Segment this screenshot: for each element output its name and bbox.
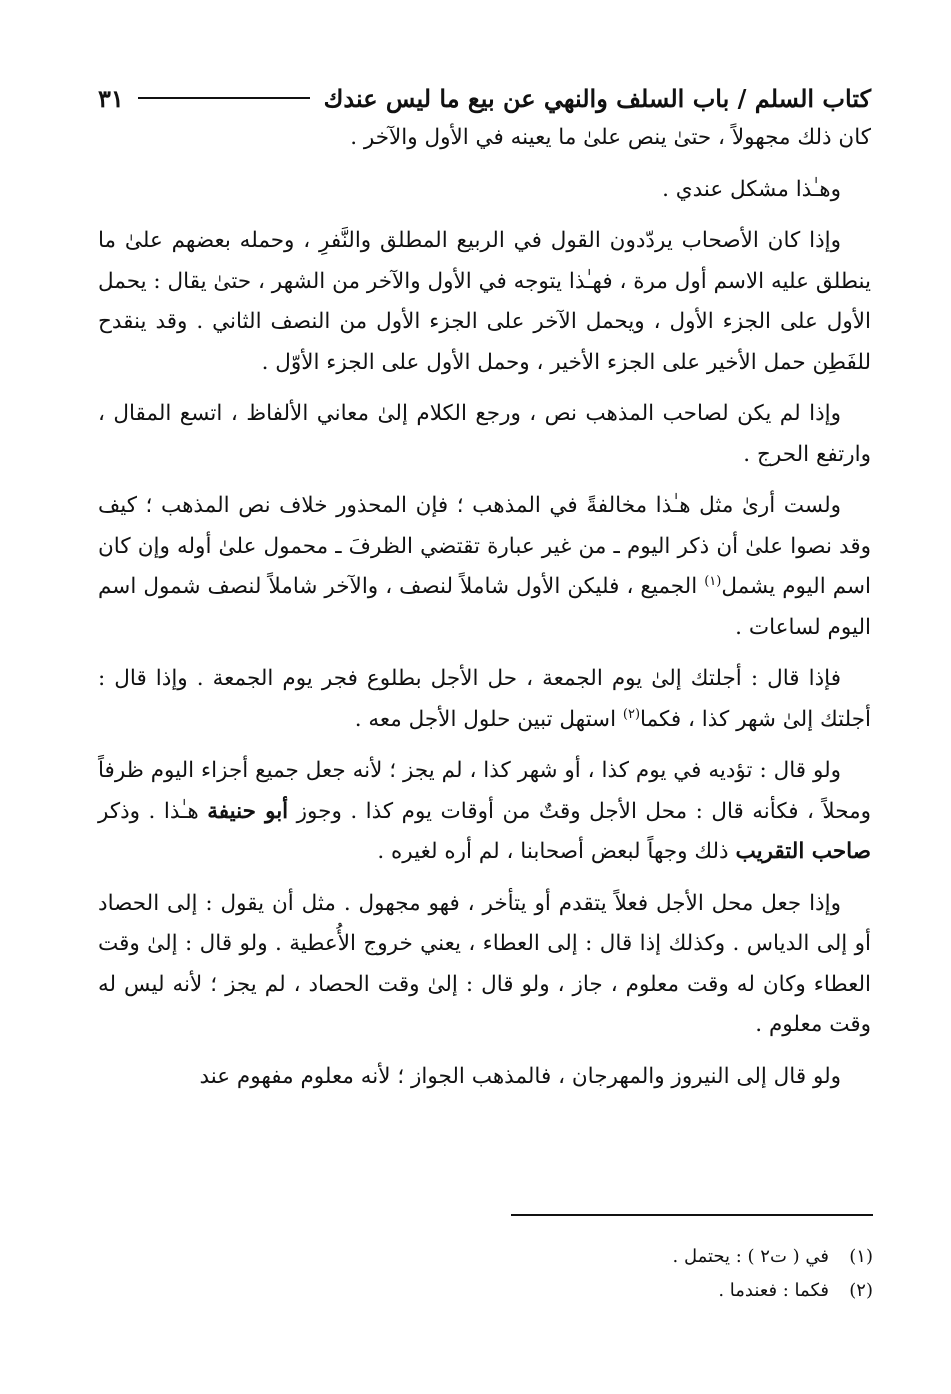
running-title: كتاب السلم / باب السلف والنهي عن بيع ما ليس عندك [323,83,871,113]
paragraph: فإذا قال : أجلتك إلىٰ يوم الجمعة ، حل الأجل بطلوع فجر يوم الجمعة . وإذا قال : أجلتك إلىٰ شهر كذا ، فكما$^{(٢)}$ استهل تبين حلول الأجل معه . [98,666,871,732]
header-rule [138,97,310,99]
paragraph: ولو قال إلى النيروز والمهرجان ، فالمذهب الجواز ؛ لأنه معلوم مفهوم عند [199,1063,841,1089]
footnote-number: (١) [849,1246,873,1267]
paragraph: وإذا كان الأصحاب يردّدون القول في الربيع المطلق والنَّفرِ ، وحمله بعضهم علىٰ ما ينطلق عليه الاسم أول مرة ، فهـٰذا يتوجه في الأول والآخر من الشهر ، حتىٰ يقال : يحمل الأول على الجزء الأول ، ويحمل الآخر على الجزء الأول من النصف الثاني . وقد ينقدح للفَطِن حمل الأخير على الجزء الأخير ، وحمل الأول على الجزء الأوّل . [98,228,871,375]
paragraph: ولو قال : تؤديه في يوم كذا ، أو شهر كذا ، لم يجز ؛ لأنه جعل جميع أجزاء اليوم ظرفاً ومحلاً ، فكأنه قال : محل الأجل وقتٌ من أوقات يوم كذا . وجوز أبو حنيفة هـٰذا . وذكر صاحب التقريب ذلك وجهاً لبعض أصحابنا ، لم أره لغيره . [98,758,872,864]
person-name: أبو حنيفة [207,798,289,824]
footnote [98,1240,873,1274]
paragraph: وإذا جعل محل الأجل فعلاً يتقدم أو يتأخر ، فهو مجهول . مثل أن يقول : إلى الحصاد أو إلى الدياس . وكذلك إذا قال : إلى العطاء ، يعني خروج الأُعطية . ولو قال : إلىٰ وقت العطاء وكان له وقت معلوم ، جاز ، ولو قال : إلىٰ وقت الحصاد ، لم يجز ؛ لأنه ليس له وقت معلوم . [98,890,871,1037]
main-text [98,118,871,1097]
person-name: صاحب التقريب [735,839,871,864]
paragraph: كان ذلك مجهولاً ، حتىٰ ينص علىٰ ما يعينه في الأول والآخر . [350,125,871,150]
footnote-ref[interactable]: (١) [704,573,722,589]
paragraph: وإذا لم يكن لصاحب المذهب نص ، ورجع الكلام إلىٰ معاني الألفاظ ، اتسع المقال ، وارتفع الحرج . [98,401,871,467]
footnote-number: (٢) [849,1280,873,1301]
footnote-text: فكما : فعندما . [718,1280,829,1301]
footnotes [98,1240,873,1308]
running-header [98,78,871,118]
page-number: ٣١ [98,83,124,113]
paragraph: وهـٰذا مشكل عندي . [662,176,841,202]
footnote [98,1274,873,1308]
paragraph: ولست أرىٰ مثل هـٰذا مخالفةً في المذهب ؛ فإن المحذور خلاف نص المذهب ؛ كيف وقد نصوا علىٰ أن ذكر اليوم ـ من غير عبارة تقتضي الظرفَ ـ محمول علىٰ أوله وإن كان اسم اليوم يشمل$^{(١)}$ الجميع ، فليكن الأول شاملاً لنصف ، والآخر شاملاً لنصف شمول اسم اليوم لساعات . [98,493,871,640]
footnote-text: في ( ت٢ ) : يحتمل . [672,1246,829,1267]
footnote-ref[interactable]: (٢) [622,706,641,722]
footnote-separator [511,1214,873,1216]
